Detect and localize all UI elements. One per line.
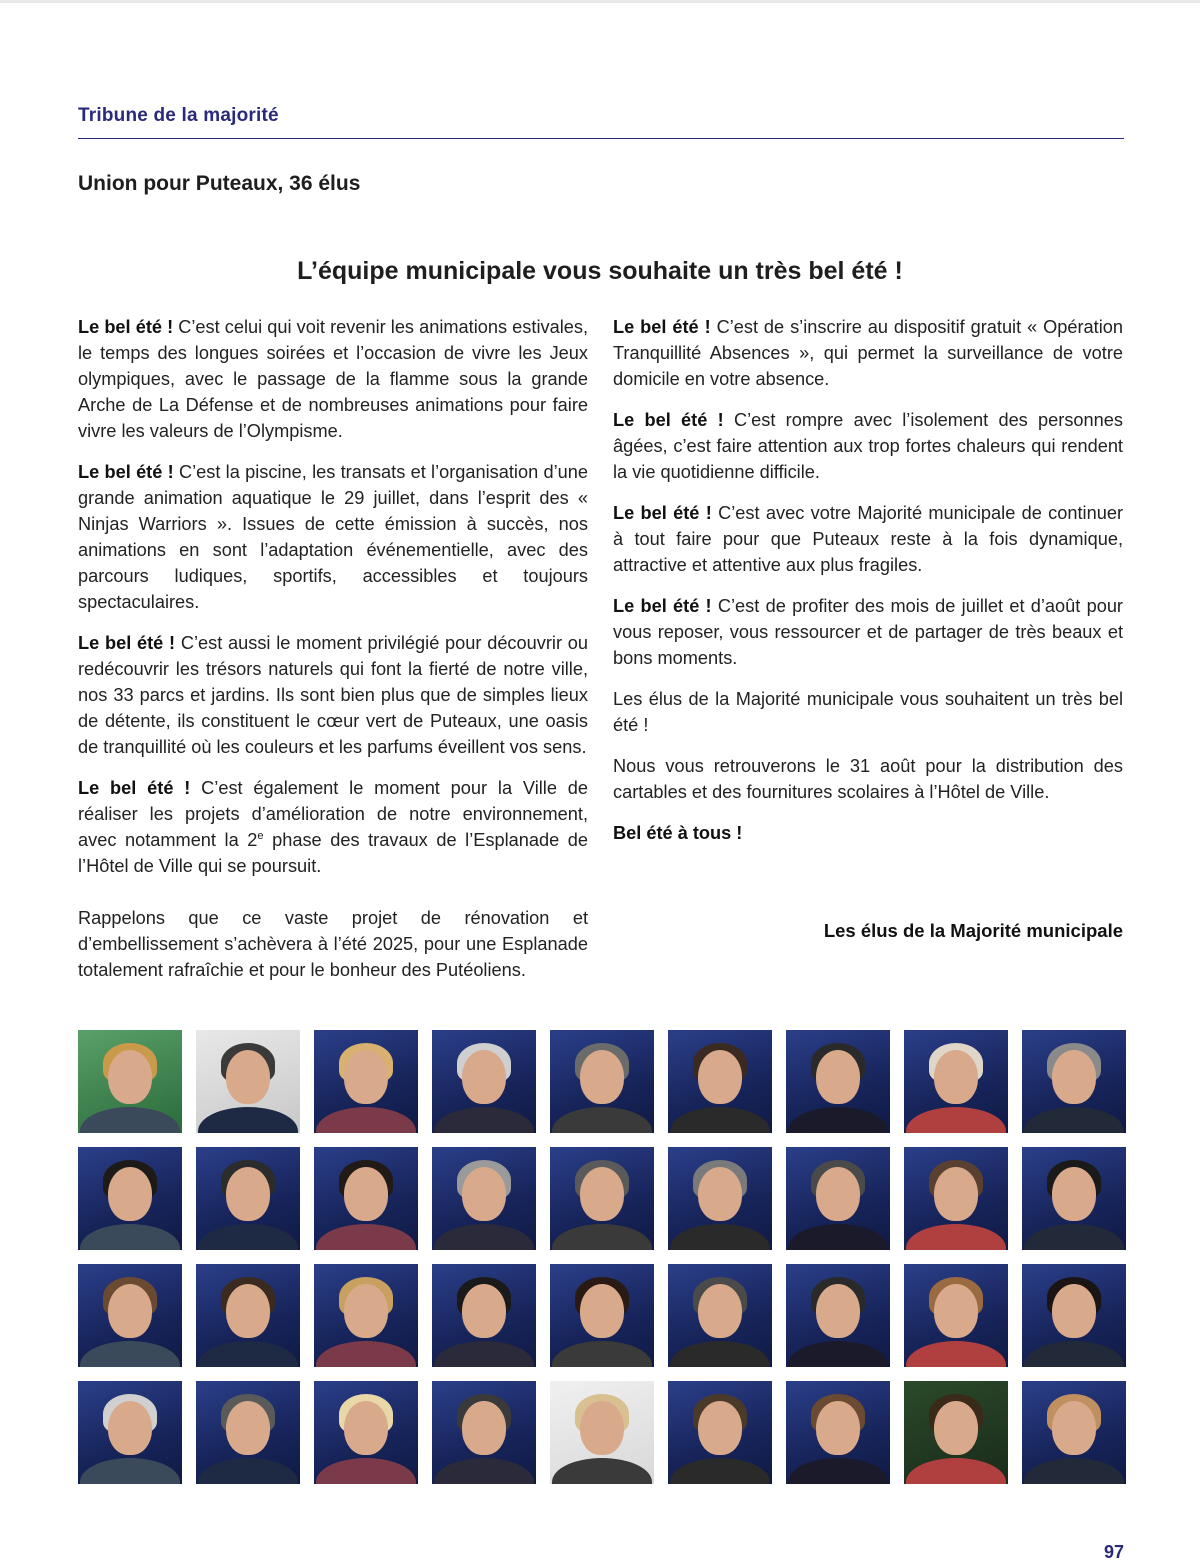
portrait-face (108, 1050, 152, 1104)
council-member-photo (550, 1147, 654, 1250)
portrait-shoulders (80, 1341, 180, 1367)
council-member-photo (550, 1381, 654, 1484)
portrait-face (580, 1050, 624, 1104)
portrait-shoulders (1024, 1224, 1124, 1250)
council-member-photo (78, 1381, 182, 1484)
council-member-photo (550, 1030, 654, 1133)
council-member-photo (196, 1381, 300, 1484)
council-member-photo (1022, 1147, 1126, 1250)
portrait-face (1052, 1050, 1096, 1104)
portrait-shoulders (80, 1224, 180, 1250)
council-member-photo (668, 1264, 772, 1367)
portrait-shoulders (670, 1341, 770, 1367)
council-member-photo (432, 1147, 536, 1250)
portrait-shoulders (1024, 1107, 1124, 1133)
paragraph-text: C’est celui qui voit revenir les animations estivales, le temps des longues soirées et l’occasion de vivre les Jeux olympiques, avec le passage de la flamme sous la grande Arche de La Défense et de nombreuses animations pour faire vivre les valeurs de l’Olympisme. (78, 317, 588, 441)
portrait-face (108, 1167, 152, 1221)
council-member-photo (78, 1030, 182, 1133)
portrait-face (344, 1401, 388, 1455)
paragraph (613, 314, 1123, 392)
portrait-face (580, 1401, 624, 1455)
council-member-photo (904, 1147, 1008, 1250)
paragraph (78, 630, 588, 760)
council-member-photo (550, 1264, 654, 1367)
council-member-photo (786, 1381, 890, 1484)
council-member-photo (786, 1264, 890, 1367)
council-member-photo (786, 1147, 890, 1250)
paragraph (613, 407, 1123, 485)
portrait-face (1052, 1167, 1096, 1221)
council-member-photo (1022, 1030, 1126, 1133)
portrait-face (816, 1167, 860, 1221)
portrait-shoulders (1024, 1341, 1124, 1367)
portrait-shoulders (198, 1107, 298, 1133)
portrait-shoulders (1024, 1458, 1124, 1484)
portrait-shoulders (552, 1107, 652, 1133)
council-member-photo (1022, 1381, 1126, 1484)
paragraph-lead: Le bel été ! (78, 317, 174, 337)
paragraph-lead: Le bel été ! (78, 633, 176, 653)
portrait-face (698, 1284, 742, 1338)
portrait-shoulders (788, 1224, 888, 1250)
paragraph (613, 820, 1123, 846)
group-name: Union pour Puteaux, 36 élus (78, 172, 361, 195)
council-member-photo (196, 1030, 300, 1133)
right-column (613, 314, 1123, 861)
portrait-shoulders (316, 1107, 416, 1133)
council-member-photo (314, 1147, 418, 1250)
portrait-shoulders (670, 1107, 770, 1133)
portrait-face (462, 1401, 506, 1455)
portrait-shoulders (434, 1107, 534, 1133)
paragraph (78, 459, 588, 615)
portrait-face (462, 1050, 506, 1104)
paragraph-lead: Le bel été ! (78, 778, 191, 798)
portrait-shoulders (906, 1458, 1006, 1484)
council-member-photo (904, 1381, 1008, 1484)
council-member-photo (432, 1381, 536, 1484)
portrait-shoulders (316, 1224, 416, 1250)
council-member-photo (904, 1264, 1008, 1367)
portrait-shoulders (434, 1458, 534, 1484)
portrait-face (1052, 1401, 1096, 1455)
council-member-photo (314, 1030, 418, 1133)
portrait-shoulders (316, 1341, 416, 1367)
council-member-photo (314, 1264, 418, 1367)
portrait-face (226, 1401, 270, 1455)
article-headline: L’équipe municipale vous souhaite un très bel été ! (297, 257, 903, 285)
portrait-shoulders (670, 1224, 770, 1250)
portrait-face (816, 1284, 860, 1338)
portrait-face (462, 1167, 506, 1221)
paragraph (78, 775, 588, 879)
paragraph-text: Rappelons que ce vaste projet de rénovation et d’embellissement s’achèvera à l’été 2025, pour une Esplanade totalement rafraîchie et pour le bonheur des Putéoliens. (78, 908, 588, 980)
portrait-face (226, 1050, 270, 1104)
portrait-face (344, 1284, 388, 1338)
paragraph-text-after: phase des travaux de l’Esplanade de l’Hôtel de Ville qui se poursuit. (78, 830, 588, 876)
section-title: Tribune de la majorité (78, 105, 279, 126)
paragraph-text: C’est également le moment pour la Ville de réaliser les projets d’amélioration de notre environnement, avec notamment la 2 (78, 778, 588, 850)
portrait-face (108, 1284, 152, 1338)
paragraph (613, 753, 1123, 805)
council-member-photo (432, 1030, 536, 1133)
council-member-photo (196, 1147, 300, 1250)
portrait-face (344, 1167, 388, 1221)
portrait-shoulders (552, 1341, 652, 1367)
paragraph-lead: Le bel été ! (613, 596, 712, 616)
section-divider (78, 138, 1124, 139)
council-photo-grid (78, 1030, 1128, 1490)
portrait-shoulders (198, 1224, 298, 1250)
portrait-shoulders (198, 1341, 298, 1367)
portrait-shoulders (198, 1458, 298, 1484)
portrait-shoulders (788, 1107, 888, 1133)
council-member-photo (668, 1030, 772, 1133)
paragraph (613, 686, 1123, 738)
left-column (78, 314, 588, 998)
portrait-face (108, 1401, 152, 1455)
portrait-shoulders (80, 1458, 180, 1484)
portrait-face (462, 1284, 506, 1338)
council-member-photo (78, 1147, 182, 1250)
council-member-photo (1022, 1264, 1126, 1367)
council-member-photo (78, 1264, 182, 1367)
portrait-face (1052, 1284, 1096, 1338)
portrait-face (580, 1284, 624, 1338)
paragraph-text: Nous vous retrouverons le 31 août pour la distribution des cartables et des fournitures scolaires à l’Hôtel de Ville. (613, 756, 1123, 802)
portrait-shoulders (670, 1458, 770, 1484)
portrait-shoulders (552, 1224, 652, 1250)
portrait-face (934, 1167, 978, 1221)
portrait-face (934, 1401, 978, 1455)
paragraph-text: C’est rompre avec l’isolement des personnes âgées, c’est faire attention aux trop fortes chaleurs qui rendent la vie quotidienne difficile. (613, 410, 1123, 482)
portrait-shoulders (434, 1224, 534, 1250)
council-member-photo (786, 1030, 890, 1133)
paragraph-lead: Le bel été ! (78, 462, 174, 482)
portrait-face (934, 1050, 978, 1104)
portrait-face (580, 1167, 624, 1221)
portrait-face (698, 1050, 742, 1104)
paragraph-text: C’est la piscine, les transats et l’organisation d’une grande animation aquatique le 29 juillet, dans l’esprit des « Ninjas Warriors ». Issues de cette émission à succès, nos animations en sont l’adaptation événementielle, avec des parcours ludiques, sportifs, accessibles et toujours spectaculaires. (78, 462, 588, 612)
portrait-face (226, 1284, 270, 1338)
closing-line: Bel été à tous ! (613, 823, 743, 843)
superscript: e (257, 829, 264, 842)
portrait-face (816, 1050, 860, 1104)
paragraph (78, 314, 588, 444)
portrait-face (816, 1401, 860, 1455)
portrait-shoulders (788, 1458, 888, 1484)
portrait-shoulders (552, 1458, 652, 1484)
portrait-shoulders (906, 1341, 1006, 1367)
paragraph-lead: Le bel été ! (613, 317, 711, 337)
council-member-photo (904, 1030, 1008, 1133)
paragraph-text: C’est de s’inscrire au dispositif gratuit « Opération Tranquillité Absences », qui permet la surveillance de votre domicile en votre absence. (613, 317, 1123, 389)
portrait-shoulders (434, 1341, 534, 1367)
paragraph-text: C’est de profiter des mois de juillet et d’août pour vous reposer, vous ressourcer et de partager de très beaux et bons moments. (613, 596, 1123, 668)
page-number: 97 (1103, 1542, 1124, 1562)
top-border (0, 0, 1200, 3)
portrait-face (344, 1050, 388, 1104)
signature: Les élus de la Majorité municipale (823, 920, 1123, 941)
council-member-photo (668, 1381, 772, 1484)
portrait-shoulders (80, 1107, 180, 1133)
portrait-face (226, 1167, 270, 1221)
council-member-photo (432, 1264, 536, 1367)
paragraph (613, 500, 1123, 578)
portrait-shoulders (906, 1107, 1006, 1133)
council-member-photo (196, 1264, 300, 1367)
paragraph-lead: Le bel été ! (613, 503, 712, 523)
paragraph-lead: Le bel été ! (613, 410, 724, 430)
portrait-face (934, 1284, 978, 1338)
paragraph (78, 905, 588, 983)
paragraph-text: C’est avec votre Majorité municipale de continuer à tout faire pour que Puteaux reste à la fois dynamique, attractive et attentive aux plus fragiles. (613, 503, 1123, 575)
portrait-shoulders (788, 1341, 888, 1367)
paragraph-text: Les élus de la Majorité municipale vous souhaitent un très bel été ! (613, 689, 1123, 735)
portrait-shoulders (316, 1458, 416, 1484)
paragraph-text: C’est aussi le moment privilégié pour découvrir ou redécouvrir les trésors naturels qui font la fierté de notre ville, nos 33 parcs et jardins. Ils sont bien plus que de simples lieux de détente, ils constituent le cœur vert de Puteaux, une oasis de tranquillité où les couleurs et les parfums éveillent vos sens. (78, 633, 588, 757)
paragraph (613, 593, 1123, 671)
council-member-photo (668, 1147, 772, 1250)
portrait-face (698, 1401, 742, 1455)
council-member-photo (314, 1381, 418, 1484)
portrait-face (698, 1167, 742, 1221)
portrait-shoulders (906, 1224, 1006, 1250)
